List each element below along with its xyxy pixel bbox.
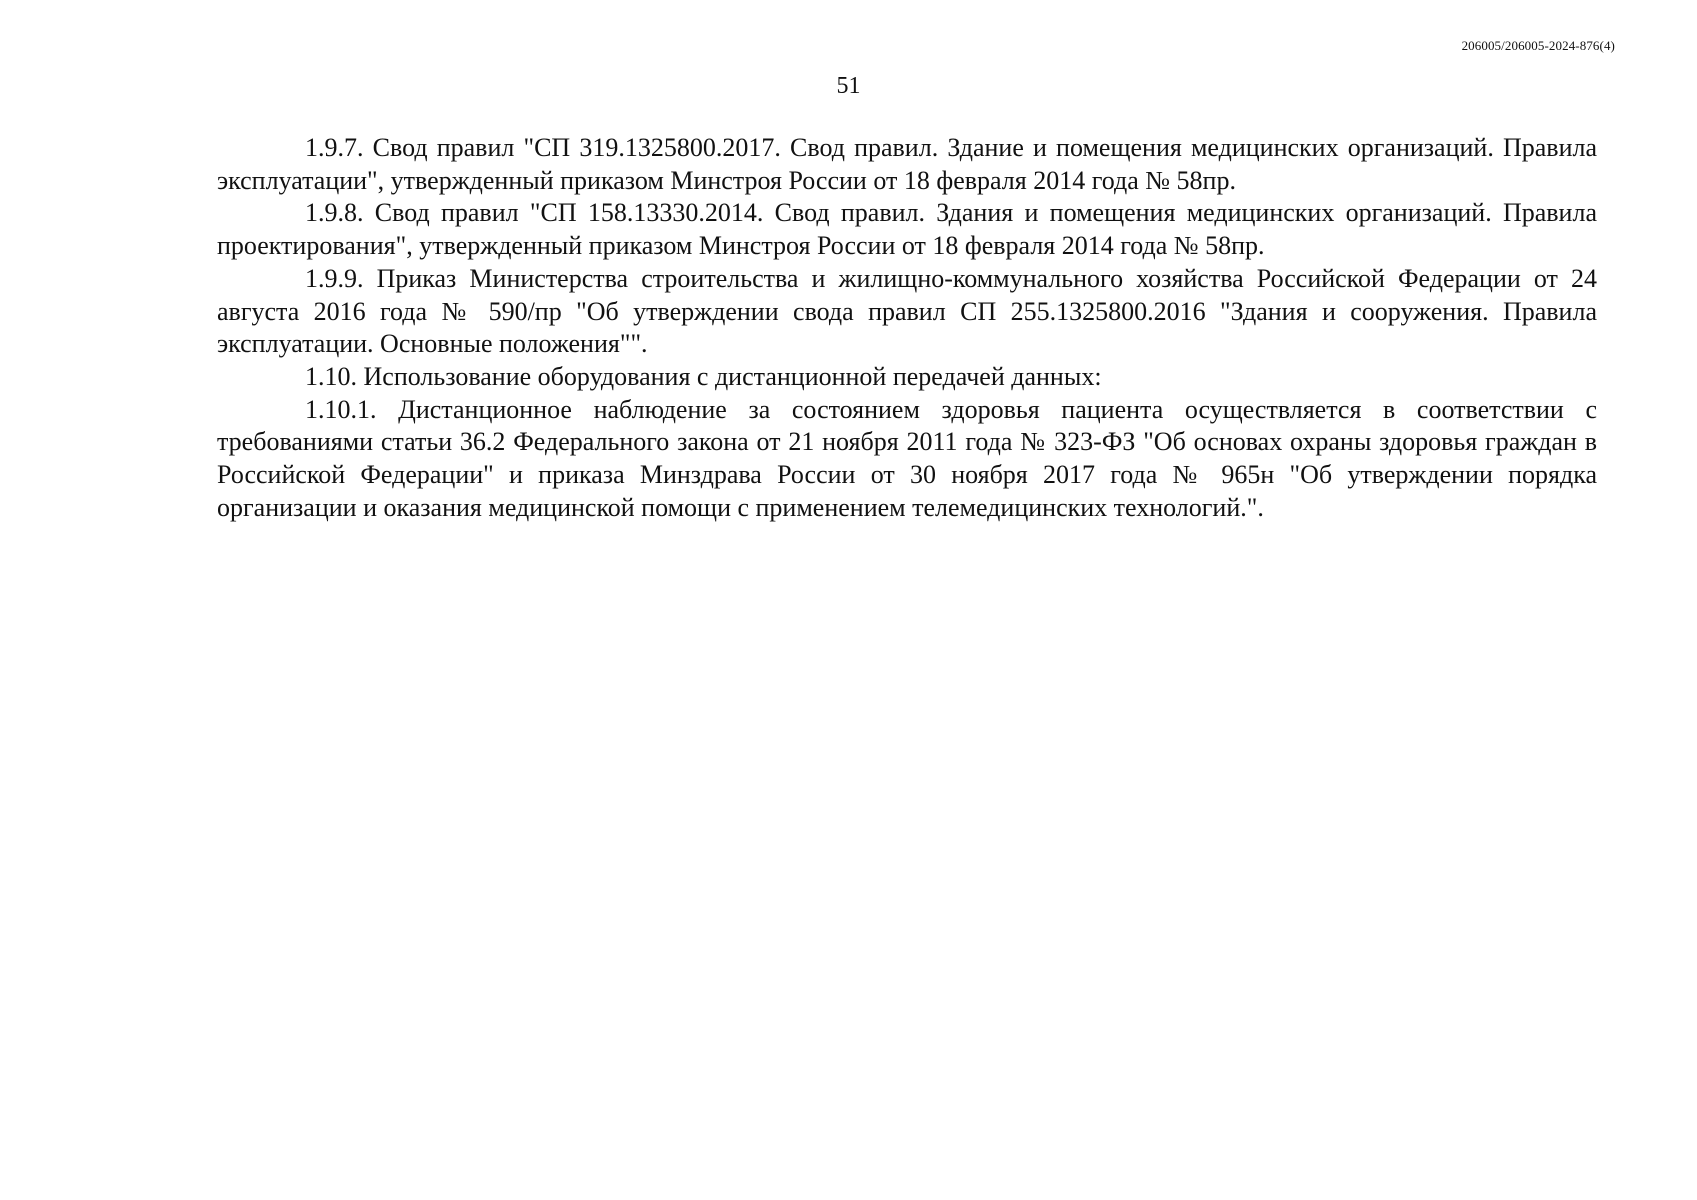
paragraph-1-10: 1.10. Использование оборудования с дистанционной передачей данных: <box>305 361 1102 391</box>
document-id: 206005/206005-2024-876(4) <box>1461 38 1615 53</box>
paragraph-1-9-9: 1.9.9. Приказ Министерства строительства и жилищно-коммунального хозяйства Российской Федерации от 24 августа 2016 года № 590/пр "Об утверждении свода правил СП 255.1325800.2016 "Здания и сооружения. Правила эксплуатации. Основные положения"". <box>217 263 1597 359</box>
document-body <box>217 132 1597 524</box>
paragraph-1-10-1: 1.10.1. Дистанционное наблюдение за состоянием здоровья пациента осуществляется в соответствии с требованиями статьи 36.2 Федерального закона от 21 ноября 2011 года № 323-ФЗ "Об основах охраны здоровья граждан в Российской Федерации" и приказа Минздрава России от 30 ноября 2017 года № 965н "Об утверждении порядка организации и оказания медицинской помощи с применением телемедицинских технологий.". <box>217 394 1597 522</box>
paragraph-1-9-7: 1.9.7. Свод правил "СП 319.1325800.2017. Свод правил. Здание и помещения медицинских организаций. Правила эксплуатации", утвержденный приказом Минстроя России от 18 февраля 2014 года № 58пр. <box>217 133 1597 195</box>
paragraph-1-9-8: 1.9.8. Свод правил "СП 158.13330.2014. Свод правил. Здания и помещения медицинских организаций. Правила проектирования", утвержденный приказом Минстроя России от 18 февраля 2014 года № 58пр. <box>217 198 1597 261</box>
page-number: 51 <box>836 73 861 99</box>
